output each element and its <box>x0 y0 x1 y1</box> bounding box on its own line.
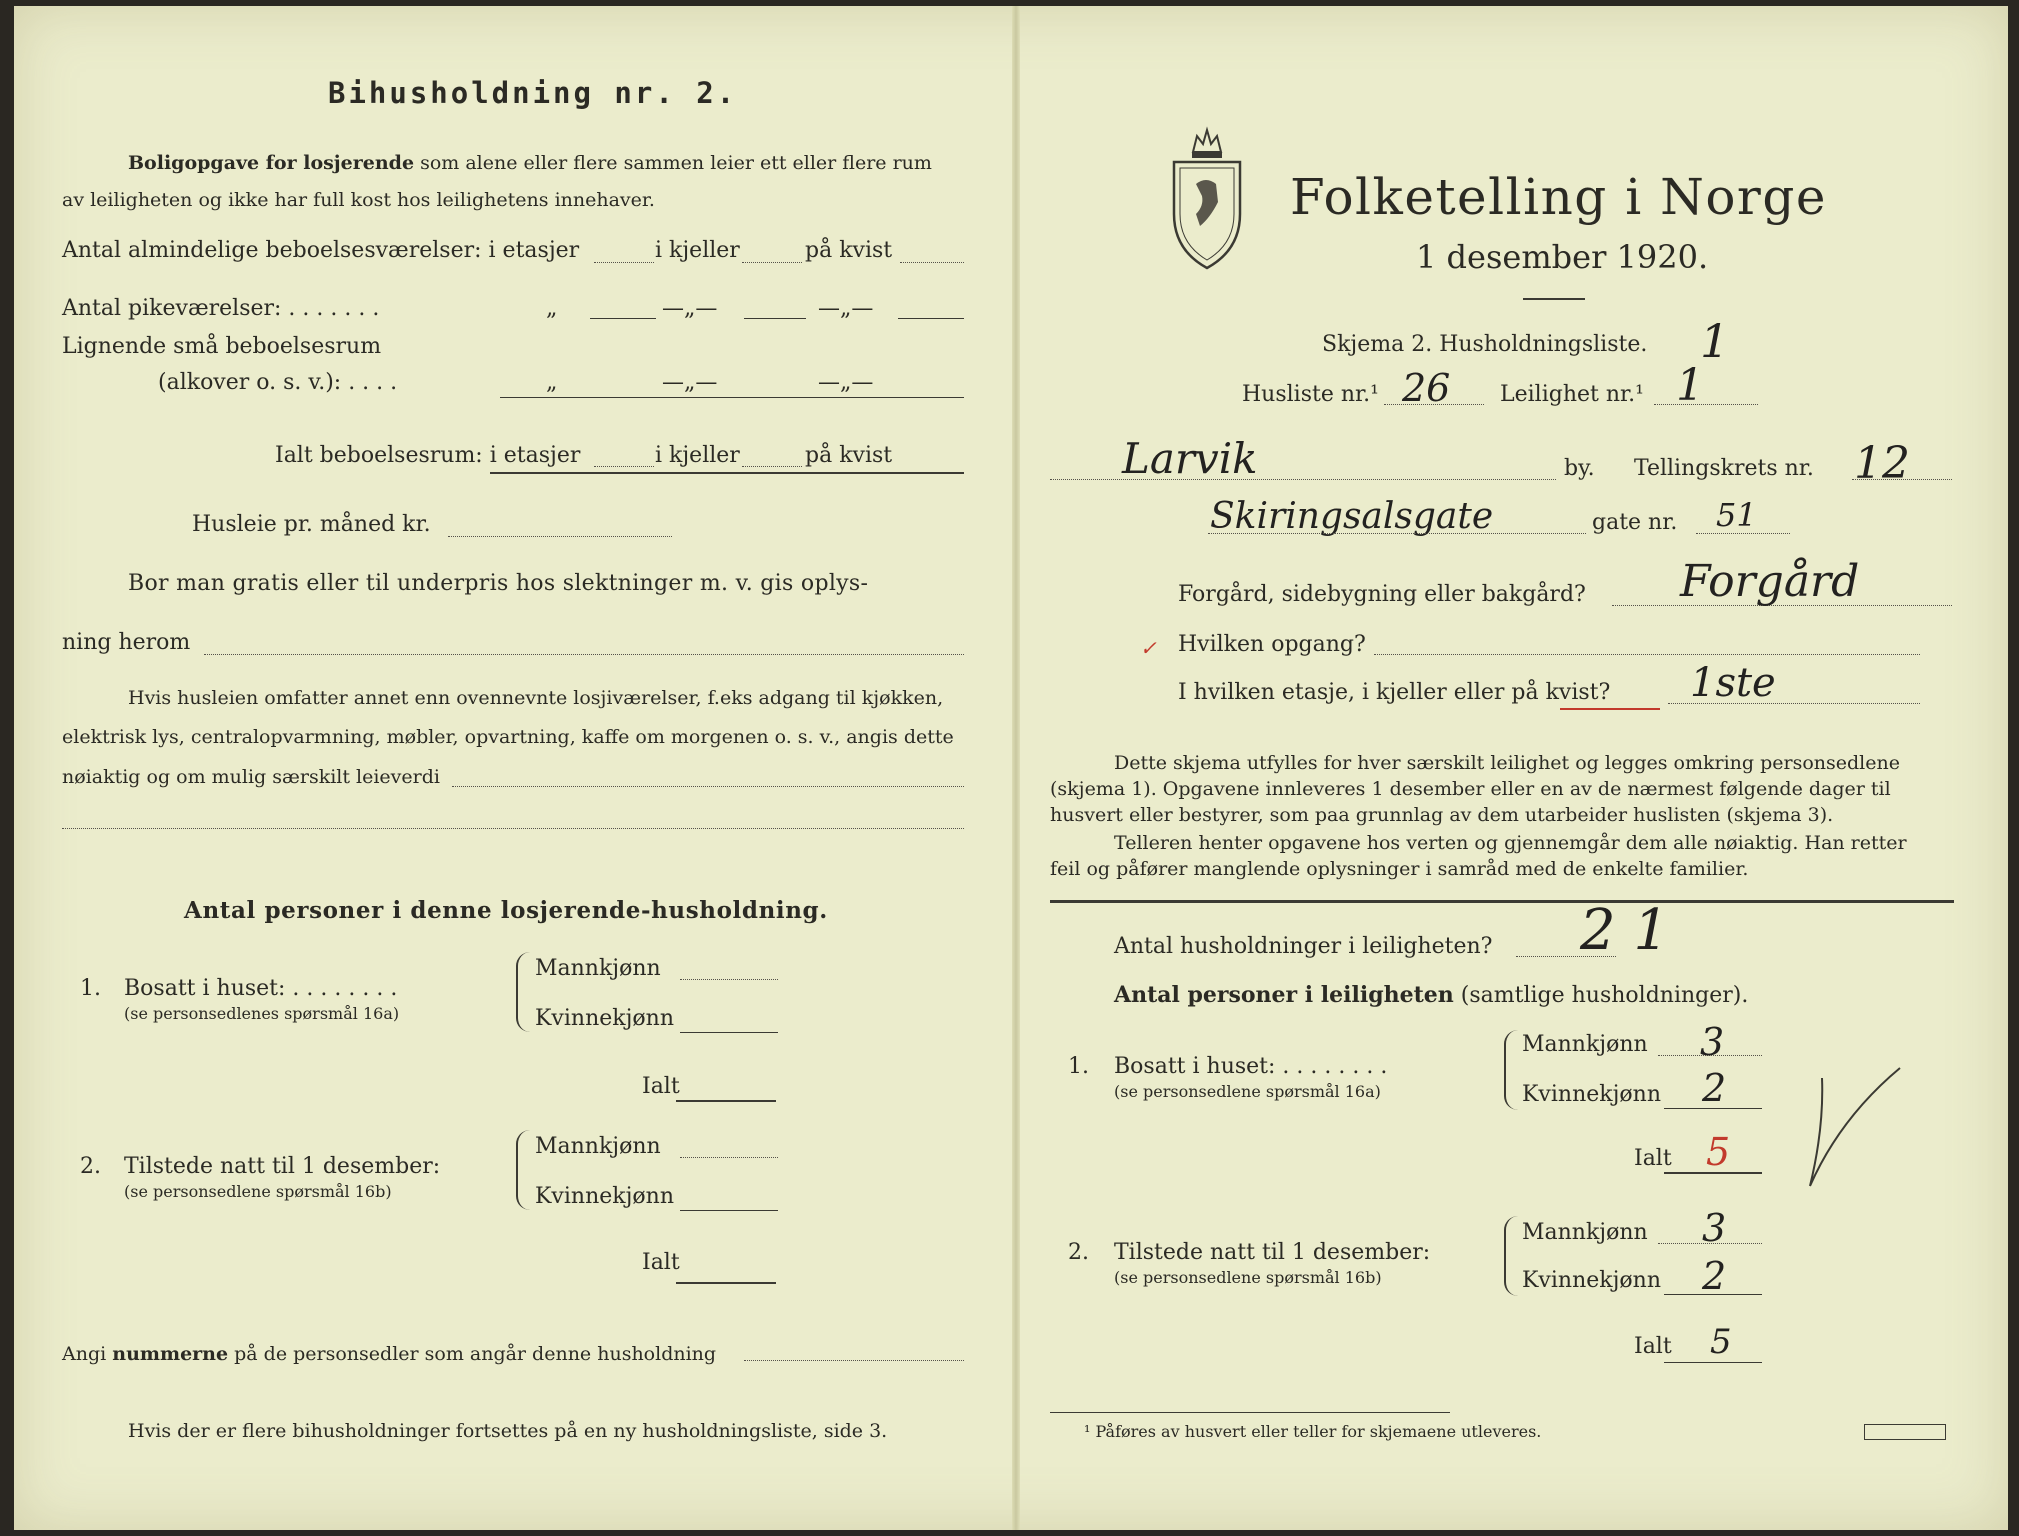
left-q2-num: 2. <box>80 1154 101 1179</box>
antal-hush-label: Antal husholdninger i leiligheten? <box>1114 934 1493 959</box>
leieverdi-line[interactable] <box>452 786 964 787</box>
right-q2-mann-value: 3 <box>1702 1206 1727 1250</box>
hvis-line-2: elektrisk lys, centralopvarmning, møbler, opvartning, kaffe om morgenen o. s. v., angis dette <box>62 726 954 748</box>
intro-line-1: Boligopgave for losjerende som alene eller flere sammen leier ett eller flere rum <box>128 152 932 174</box>
gate-nr-value: 51 <box>1716 496 1757 534</box>
lignende-label-2: (alkover o. s. v.): . . . . <box>158 370 398 395</box>
left-q1-kvinne-line[interactable] <box>680 1032 778 1033</box>
by-line[interactable] <box>1050 479 1556 480</box>
page-fold <box>1012 6 1020 1530</box>
rooms-label: Antal almindelige beboelsesværelser: i etasjer <box>62 238 580 263</box>
forgaard-label: Forgård, sidebygning eller bakgård? <box>1178 582 1586 607</box>
left-q2-kvinne-line[interactable] <box>680 1210 778 1211</box>
etasje-label: I hvilken etasje, i kjeller eller på kvist? <box>1178 680 1611 705</box>
husleie-line[interactable] <box>448 536 672 537</box>
husliste-label: Husliste nr.¹ <box>1242 382 1379 407</box>
right-q1-ialt-value: 5 <box>1706 1130 1731 1174</box>
right-q2-kvinne-value: 2 <box>1702 1254 1727 1298</box>
gratis-line[interactable] <box>204 654 964 655</box>
hvis-line-1: Hvis husleien omfatter annet enn ovennevnte losjiværelser, f.eks adgang til kjøkken, <box>128 687 944 709</box>
form-date: 1 desember 1920. <box>1416 238 1709 276</box>
coat-of-arms-icon <box>1166 122 1248 272</box>
tellingskrets-value: 12 <box>1854 438 1910 489</box>
left-q2-sub: (se personsedlene spørsmål 16b) <box>124 1182 392 1201</box>
lignende-ditto: „ <box>546 370 558 395</box>
leilighet-label: Leilighet nr.¹ <box>1500 382 1644 407</box>
right-q2-label: Tilstede natt til 1 desember: <box>1114 1240 1431 1265</box>
gate-label: gate nr. <box>1592 510 1678 535</box>
info-line-4: Telleren henter opgavene hos verten og gjennemgår dem alle nøiaktig. Han retter <box>1114 832 1907 854</box>
right-q1-kvinne-label: Kvinnekjønn <box>1522 1082 1661 1107</box>
tellingskrets-label: Tellingskrets nr. <box>1634 456 1814 481</box>
rooms-kvist-line[interactable] <box>900 262 964 263</box>
ialt-rule <box>490 472 964 474</box>
info-line-1: Dette skjema utfylles for hver særskilt leilighet og legges omkring personsedlene <box>1114 752 1900 774</box>
right-q1-sub: (se personsedlene spørsmål 16a) <box>1114 1082 1381 1101</box>
info-rule <box>1050 900 1954 903</box>
husliste-value: 26 <box>1402 366 1451 410</box>
left-q2-brace <box>516 1130 530 1210</box>
rooms-kjeller-line[interactable] <box>742 262 802 263</box>
right-q1-kvinne-value: 2 <box>1702 1066 1727 1110</box>
etasje-value: 1ste <box>1690 660 1776 706</box>
ialt-kjeller-line[interactable] <box>742 466 802 467</box>
right-q1-num: 1. <box>1068 1054 1089 1079</box>
gate-value: Skiringsalsgate <box>1210 496 1494 537</box>
gate-line[interactable] <box>1208 533 1586 534</box>
opgang-label: Hvilken opgang? <box>1178 632 1366 657</box>
rooms-kvist-label: på kvist <box>805 238 893 263</box>
pike-ditto-2: —„— <box>662 296 718 321</box>
pike-line-1[interactable] <box>590 318 656 319</box>
angi-line: Angi nummerne på de personsedler som angår denne husholdning <box>62 1343 717 1365</box>
left-q2-mann-label: Mannkjønn <box>535 1134 661 1159</box>
forgaard-value: Forgård <box>1680 556 1860 607</box>
by-label: by. <box>1564 456 1595 481</box>
right-q2-ialt-value: 5 <box>1710 1322 1732 1362</box>
skjema-label: Skjema 2. Husholdningsliste. <box>1322 332 1648 357</box>
info-line-3: husvert eller bestyrer, som paa grunnlag av dem utarbeider huslisten (skjema 3). <box>1050 804 1834 826</box>
footnote-rule <box>1050 1412 1450 1413</box>
pike-line-3[interactable] <box>898 318 964 319</box>
ialt-kjeller-label: i kjeller <box>655 443 740 468</box>
hvis-line-3: nøiaktig og om mulig særskilt leieverdi <box>62 766 440 788</box>
pike-ditto: „ <box>546 296 558 321</box>
angi-line-field[interactable] <box>744 1360 964 1361</box>
pike-ditto-3: —„— <box>818 296 874 321</box>
right-q1-brace <box>1504 1030 1518 1110</box>
pike-line-2[interactable] <box>744 318 806 319</box>
check-mark-icon <box>1800 1058 1910 1188</box>
left-q2-kvinne-label: Kvinnekjønn <box>535 1184 674 1209</box>
pike-label: Antal pikeværelser: . . . . . . . <box>62 296 380 321</box>
rooms-kjeller-label: i kjeller <box>655 238 740 263</box>
info-line-2: (skjema 1). Opgavene innleveres 1 desember eller en av de nærmest følgende dager til <box>1050 778 1891 800</box>
antal-pers-label: Antal personer i leiligheten (samtlige husholdninger). <box>1114 982 1749 1008</box>
right-q2-brace <box>1504 1216 1518 1296</box>
title-rule <box>1523 298 1585 300</box>
lignende-ditto-2: —„— <box>662 370 718 395</box>
leieverdi-line-2[interactable] <box>62 828 964 829</box>
left-q1-kvinne-label: Kvinnekjønn <box>535 1006 674 1031</box>
gratis-line-1: Bor man gratis eller til underpris hos slektninger m. v. gis oplys- <box>128 571 869 596</box>
form-title: Folketelling i Norge <box>1290 168 1827 226</box>
left-q2-label: Tilstede natt til 1 desember: <box>124 1154 441 1179</box>
right-q1-mann-value: 3 <box>1700 1020 1725 1064</box>
leilighet-value: 1 <box>1676 360 1704 411</box>
left-q1-brace <box>516 952 530 1032</box>
red-underline <box>1560 708 1660 710</box>
right-q2-ialt-label: Ialt <box>1634 1334 1672 1359</box>
left-q1-ialt-label: Ialt <box>642 1074 680 1099</box>
left-q1-mann-line[interactable] <box>680 979 778 980</box>
left-personer-title: Antal personer i denne losjerende-husholdning. <box>184 897 828 924</box>
right-q1-ialt-label: Ialt <box>1634 1146 1672 1171</box>
right-q2-mann-label: Mannkjønn <box>1522 1220 1648 1245</box>
intro-line-2: av leiligheten og ikke har full kost hos leilighetens innehaver. <box>62 189 655 211</box>
left-q1-num: 1. <box>80 976 101 1001</box>
left-q1-mann-label: Mannkjønn <box>535 956 661 981</box>
ialt-kvist-label: på kvist <box>805 443 893 468</box>
right-q1-label: Bosatt i huset: . . . . . . . . <box>1114 1054 1388 1079</box>
skjema-handwritten: 1 <box>1700 314 1730 368</box>
lignende-line[interactable] <box>500 397 964 398</box>
ialt-etasjer-line[interactable] <box>594 466 654 467</box>
left-q1-ialt-line[interactable] <box>676 1100 776 1102</box>
antal-hush-value: 2 1 <box>1580 898 1670 963</box>
red-pencil-mark: ✓ <box>1140 636 1157 660</box>
lignende-ditto-3: —„— <box>818 370 874 395</box>
left-footer: Hvis der er flere bihusholdninger fortsettes på en ny husholdningsliste, side 3. <box>128 1420 888 1442</box>
left-q1-label: Bosatt i huset: . . . . . . . . <box>124 976 398 1001</box>
gratis-line-2: ning herom <box>62 630 191 655</box>
lignende-label-1: Lignende små beboelsesrum <box>62 334 382 359</box>
husleie-label: Husleie pr. måned kr. <box>192 512 431 537</box>
opgang-line[interactable] <box>1374 654 1920 655</box>
right-q2-sub: (se personsedlene spørsmål 16b) <box>1114 1268 1382 1287</box>
right-q2-ialt-line[interactable] <box>1664 1362 1762 1363</box>
rooms-etasjer-line[interactable] <box>594 262 654 263</box>
ialt-rooms-label: Ialt beboelsesrum: i etasjer <box>275 443 581 468</box>
left-q2-ialt-line[interactable] <box>676 1282 776 1284</box>
left-q2-ialt-label: Ialt <box>642 1250 680 1275</box>
by-value: Larvik <box>1122 434 1258 483</box>
right-q1-mann-label: Mannkjønn <box>1522 1032 1648 1057</box>
printer-stamp <box>1864 1424 1946 1440</box>
left-q1-sub: (se personsedlenes spørsmål 16a) <box>124 1004 400 1023</box>
right-q2-num: 2. <box>1068 1240 1089 1265</box>
leilighet-line[interactable] <box>1654 404 1758 405</box>
right-q2-kvinne-label: Kvinnekjønn <box>1522 1268 1661 1293</box>
left-title: Bihusholdning nr. 2. <box>328 76 738 110</box>
info-line-5: feil og påfører manglende oplysninger i samråd med de enkelte familier. <box>1050 858 1749 880</box>
left-q2-mann-line[interactable] <box>680 1157 778 1158</box>
footnote: ¹ Påføres av husvert eller teller for skjemaene utleveres. <box>1084 1422 1542 1441</box>
